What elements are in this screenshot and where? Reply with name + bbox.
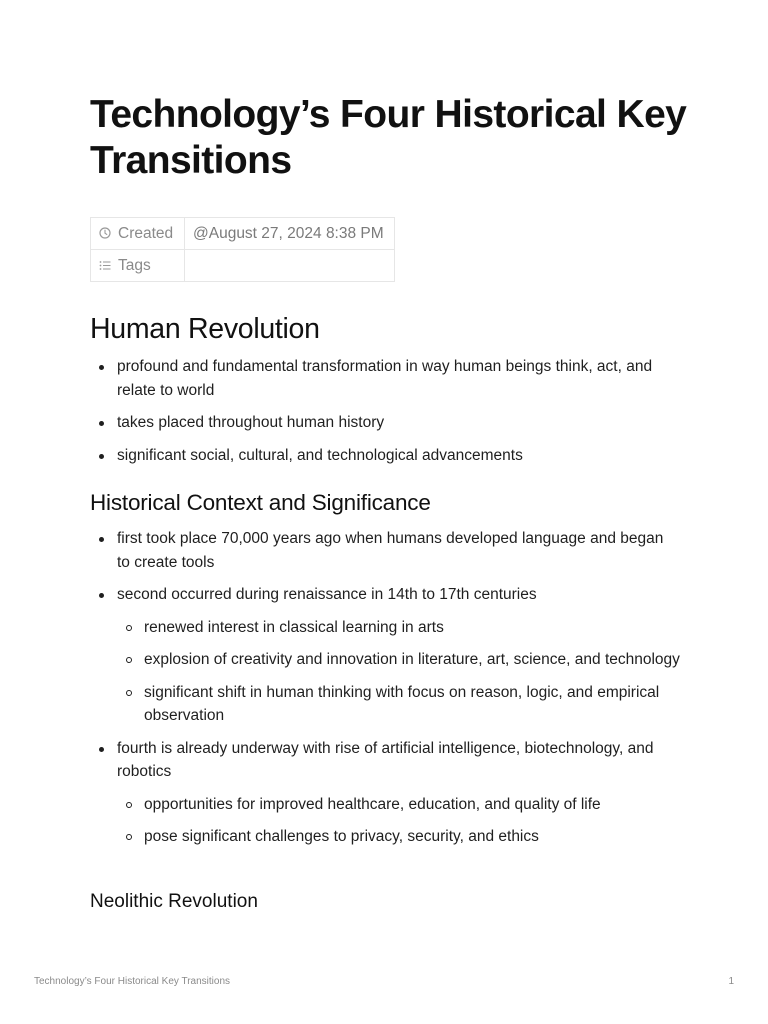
heading-historical-context: Historical Context and Significance: [90, 490, 431, 515]
list-item: [90, 527, 680, 574]
heading-human-revolution: Human Revolution: [90, 313, 320, 345]
property-key-tags: [91, 250, 185, 282]
tags-value[interactable]: [185, 250, 395, 282]
list-item: takes placed throughout human history: [90, 411, 680, 435]
list-item: significant social, cultural, and technological advancements: [90, 444, 680, 468]
created-value[interactable]: @August 27, 2024 8:38 PM: [185, 218, 395, 250]
list-item-text: first took place 70,000 years ago when humans developed language and began to create tools: [117, 530, 664, 571]
list-item-text: fourth is already underway with rise of artificial intelligence, biotechnology, and robotics: [117, 739, 654, 780]
created-label: Created: [118, 224, 174, 242]
historical-context-list: [90, 527, 680, 849]
list-item-text: second occurred during renaissance in 14th to 17th centuries: [117, 586, 537, 603]
property-key-created: [91, 218, 185, 250]
list-icon: [99, 259, 112, 271]
sub-list-item: opportunities for improved healthcare, education, and quality of life: [117, 793, 680, 817]
list-item: profound and fundamental transformation in way human beings think, act, and relate to world: [90, 355, 680, 402]
sub-list-item: pose significant challenges to privacy, security, and ethics: [117, 825, 680, 849]
footer-page-number: 1: [728, 976, 734, 987]
sub-list: [117, 616, 680, 728]
sub-list-item: explosion of creativity and innovation in literature, art, science, and technology: [117, 648, 680, 672]
clock-icon: [99, 227, 112, 239]
page-title: Technology’s Four Historical Key Transitions: [90, 93, 687, 182]
tags-label: Tags: [118, 256, 151, 274]
sub-list-item: significant shift in human thinking with focus on reason, logic, and empirical observation: [117, 681, 680, 728]
properties-table: [90, 217, 395, 282]
list-item: [90, 583, 680, 728]
heading-neolithic-revolution: Neolithic Revolution: [90, 891, 258, 912]
list-item: [90, 737, 680, 849]
sub-list-item: renewed interest in classical learning in arts: [117, 616, 680, 640]
property-row-tags: [91, 250, 395, 282]
footer-document-title: Technology’s Four Historical Key Transitions: [34, 976, 231, 987]
property-row-created: [91, 218, 395, 250]
sub-list: [117, 793, 680, 849]
human-revolution-list: [90, 355, 680, 467]
